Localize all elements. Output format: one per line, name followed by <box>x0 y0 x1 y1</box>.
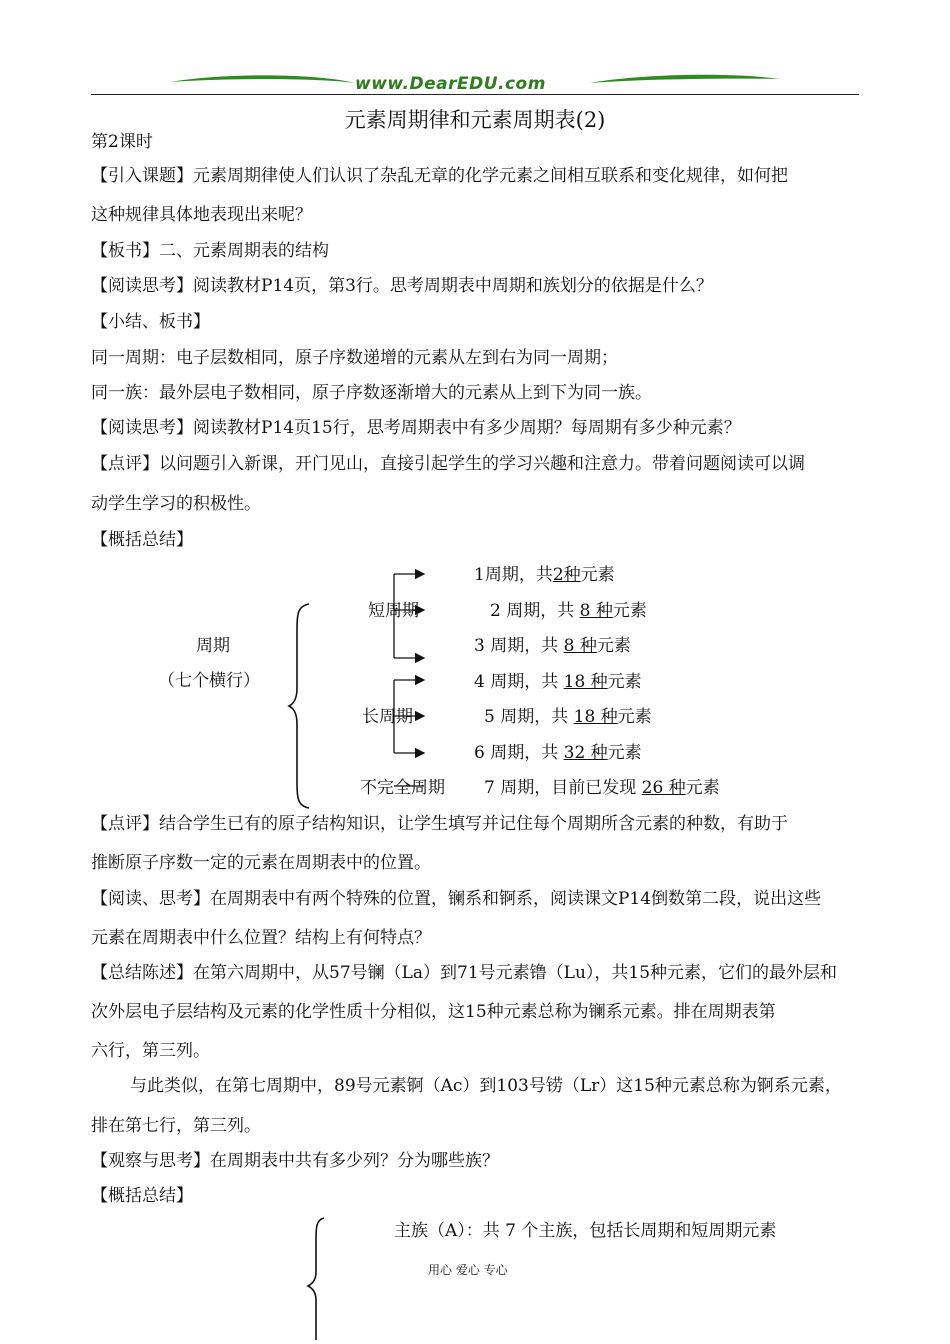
family-brace-icon <box>304 1214 330 1344</box>
comment-1-line2: 动学生学习的积极性。 <box>91 494 261 514</box>
period-brace-icon <box>285 600 315 812</box>
lesson-label: 第2课时 <box>91 132 153 152</box>
intro-paragraph-line1: 【引入课题】元素周期律使人们认识了杂乱无章的化学元素之间相互联系和变化规律，如何把 <box>91 166 788 186</box>
period-label: 周期 <box>196 636 230 656</box>
reading-task-3-line2: 元素在周期表中什么位置？结构上有何特点？ <box>91 928 431 948</box>
lanthanide-summary-line2: 次外层电子层结构及元素的化学性质十分相似，这15种元素总称为镧系元素。排在周期表第 <box>91 1002 776 1022</box>
period-row-4: 4 周期，共 18 种元素 <box>474 672 642 692</box>
header-divider <box>91 94 859 95</box>
comment-2-line1: 【点评】结合学生已有的原子结构知识，让学生填写并记住每个周期所含元素的种数，有助于 <box>91 814 788 834</box>
summary-heading: 【小结、板书】 <box>91 312 210 332</box>
same-period-definition: 同一周期：电子层数相同，原子序数递增的元素从左到右为同一周期； <box>91 348 618 368</box>
reading-task-3-line1: 【阅读、思考】在周期表中有两个特殊的位置，镧系和锕系，阅读课文P14倒数第二段，说出这些 <box>91 889 822 909</box>
period-row-3: 3 周期，共 8 种元素 <box>474 636 631 656</box>
intro-paragraph-line2: 这种规律具体地表现出来呢？ <box>91 205 312 225</box>
actinide-summary-line1: 与此类似，在第七周期中，89号元素锕（Ac）到103号铹（Lr）这15种元素总称为锕系元素， <box>130 1076 842 1096</box>
period-row-6: 6 周期，共 32 种元素 <box>474 743 642 763</box>
comment-1-line1: 【点评】以问题引入新课，开门见山，直接引起学生的学习兴趣和注意力。带着问题阅读可以调 <box>91 454 805 474</box>
same-group-definition: 同一族：最外层电子数相同，原子序数逐渐增大的元素从上到下为同一族。 <box>91 383 652 403</box>
observe-think-task: 【观察与思考】在周期表中共有多少列？分为哪些族？ <box>91 1151 499 1171</box>
generalization-heading-1: 【概括总结】 <box>91 530 193 550</box>
period-sublabel: （七个横行） <box>158 671 260 691</box>
board-heading: 【板书】二、元素周期表的结构 <box>91 241 329 261</box>
site-logo-text[interactable]: www.DearEDU.com <box>355 74 546 94</box>
generalization-heading-2: 【概括总结】 <box>91 1186 193 1206</box>
short-period-label: 短周期 <box>368 601 419 621</box>
period-row-1: 1周期，共2种元素 <box>474 565 615 585</box>
page-footer: 用心 爱心 专心 <box>428 1263 508 1277</box>
long-period-label: 长周期 <box>362 707 413 727</box>
period-arrows <box>380 560 430 800</box>
page-title: 元素周期律和元素周期表(2) <box>344 108 606 132</box>
comment-2-line2: 推断原子序数一定的元素在周期表中的位置。 <box>91 853 431 873</box>
reading-task-1: 【阅读思考】阅读教材P14页，第3行。思考周期表中周期和族划分的依据是什么？ <box>91 276 713 296</box>
period-row-7: 7 周期，目前已发现 26 种元素 <box>484 778 720 798</box>
period-row-2: 2 周期，共 8 种元素 <box>490 601 647 621</box>
reading-task-2: 【阅读思考】阅读教材P14页15行，思考周期表中有多少周期？每周期有多少种元素？ <box>91 418 741 438</box>
main-family-row: 主族（A）：共 7 个主族，包括长周期和短周期元素 <box>394 1221 777 1241</box>
lanthanide-summary-line3: 六行，第三列。 <box>91 1041 210 1061</box>
actinide-summary-line2: 排在第七行，第三列。 <box>91 1116 261 1136</box>
incomplete-period-label: 不完全周期 <box>360 778 445 798</box>
lanthanide-summary-line1: 【总结陈述】在第六周期中，从57号镧（La）到71号元素镥（Lu），共15种元素，它们的最外层和 <box>91 963 838 983</box>
period-row-5: 5 周期，共 18 种元素 <box>484 707 652 727</box>
